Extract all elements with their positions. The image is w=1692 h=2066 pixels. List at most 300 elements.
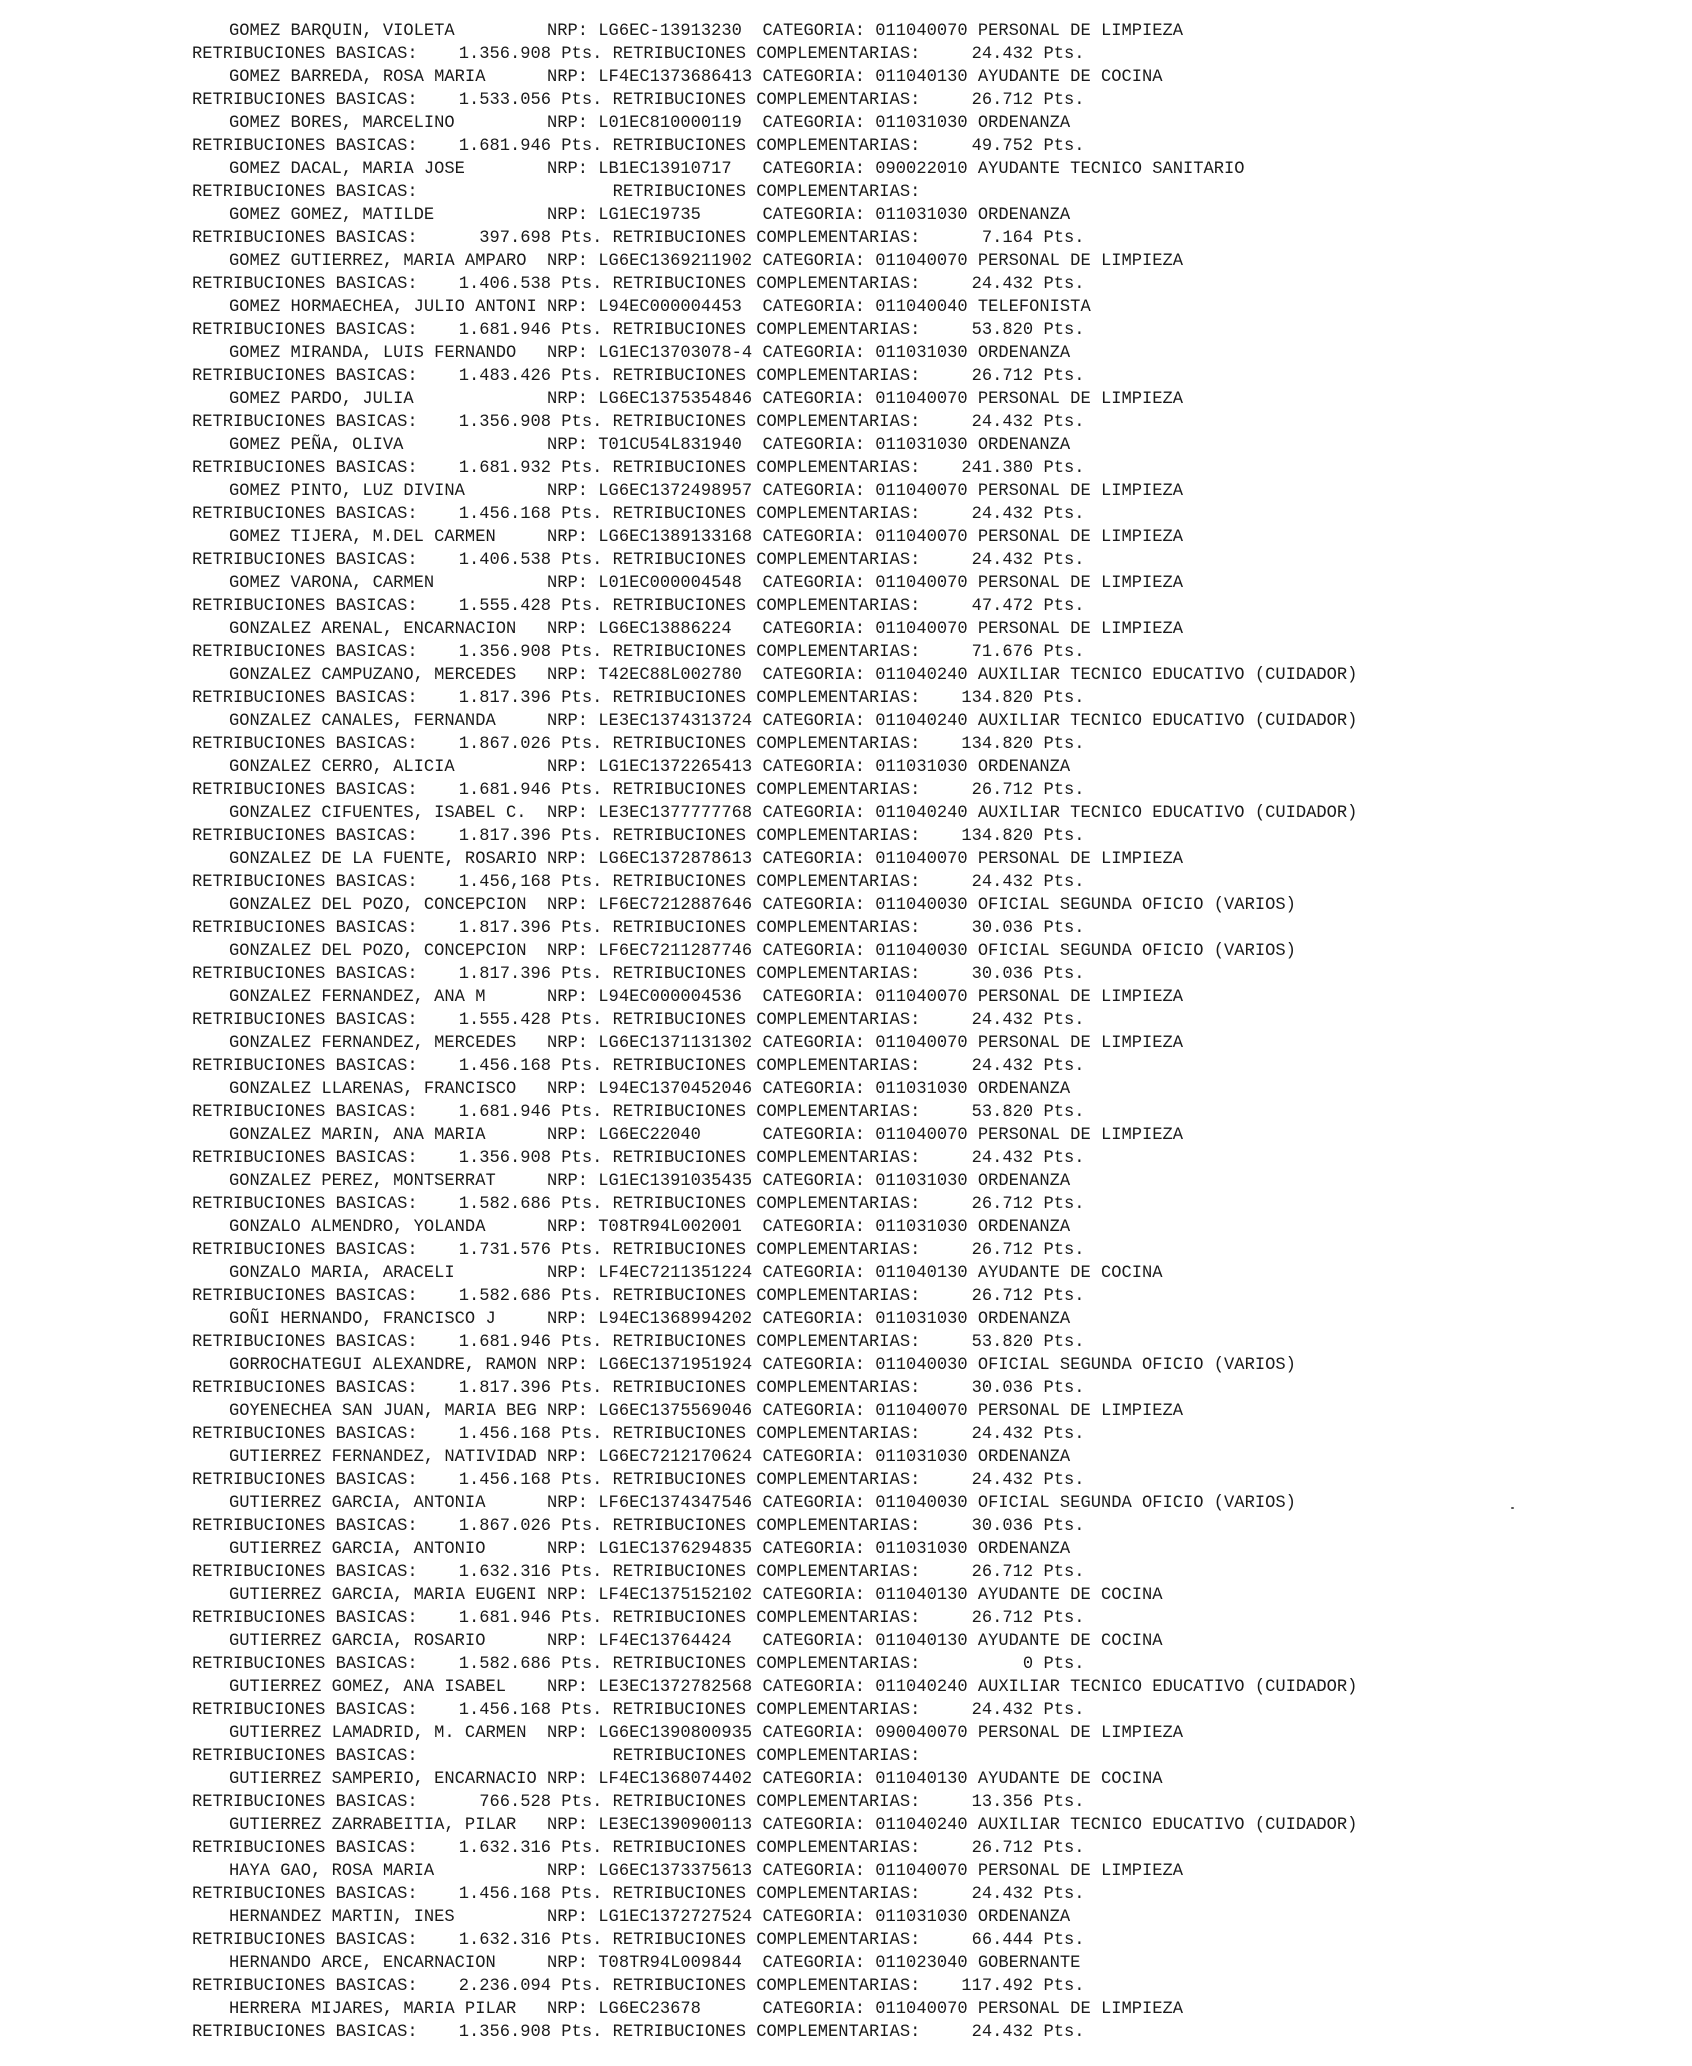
employee-record: [192, 1308, 1652, 1354]
complementarias-label: RETRIBUCIONES COMPLEMENTARIAS:: [612, 919, 921, 938]
employee-name: GOMEZ GUTIERREZ, MARIA AMPARO: [229, 252, 547, 271]
complementarias-label: RETRIBUCIONES COMPLEMENTARIAS:: [612, 1011, 921, 1030]
basicas-label: RETRIBUCIONES BASICAS:: [192, 1241, 418, 1260]
employee-name: GUTIERREZ ZARRABEITIA, PILAR: [229, 1816, 547, 1835]
employee-name: GONZALEZ PEREZ, MONTSERRAT: [229, 1172, 547, 1191]
nrp-label: NRP:: [547, 1172, 599, 1191]
categoria-value: 011040040 TELEFONISTA: [875, 298, 1091, 317]
record-header-line: [192, 1400, 1652, 1423]
nrp-value: L01EC000004548: [598, 574, 763, 593]
basicas-label: RETRIBUCIONES BASICAS:: [192, 1931, 418, 1950]
nrp-label: NRP:: [547, 1494, 599, 1513]
categoria-value: 011040030 OFICIAL SEGUNDA OFICIO (VARIOS): [875, 1494, 1296, 1513]
complementarias-value: 26.712 Pts.: [920, 1609, 1085, 1628]
employee-name: GOMEZ BARQUIN, VIOLETA: [229, 22, 547, 41]
categoria-label: CATEGORIA:: [762, 1218, 876, 1237]
nrp-value: LG1EC1372727524: [598, 1908, 763, 1927]
employee-record: [192, 986, 1652, 1032]
record-salary-line: [192, 1653, 1652, 1676]
basicas-label: RETRIBUCIONES BASICAS:: [192, 45, 418, 64]
categoria-label: CATEGORIA:: [762, 1908, 876, 1927]
record-salary-line: [192, 1745, 1652, 1768]
record-salary-line: [192, 319, 1652, 342]
record-salary-line: [192, 1055, 1652, 1078]
nrp-value: L94EC1368994202: [598, 1310, 763, 1329]
basicas-value: 1.456.168 Pts.: [417, 1701, 613, 1720]
complementarias-value: 26.712 Pts.: [920, 1241, 1085, 1260]
record-salary-line: [192, 2021, 1652, 2044]
employee-name: GOMEZ VARONA, CARMEN: [229, 574, 547, 593]
nrp-label: NRP:: [547, 1402, 599, 1421]
nrp-label: NRP:: [547, 1632, 599, 1651]
categoria-label: CATEGORIA:: [762, 1402, 876, 1421]
employee-name: GONZALEZ DEL POZO, CONCEPCION: [229, 942, 547, 961]
basicas-label: RETRIBUCIONES BASICAS:: [192, 367, 418, 386]
complementarias-value: 24.432 Pts.: [920, 1011, 1085, 1030]
complementarias-value: 24.432 Pts.: [920, 873, 1085, 892]
categoria-label: CATEGORIA:: [762, 1954, 876, 1973]
nrp-label: NRP:: [547, 160, 599, 179]
record-salary-line: [192, 1699, 1652, 1722]
employee-record: [192, 1998, 1652, 2044]
employee-record: [192, 1906, 1652, 1952]
categoria-value: 011031030 ORDENANZA: [875, 758, 1071, 777]
record-header-line: [192, 158, 1652, 181]
basicas-value: 1.555.428 Pts.: [417, 597, 613, 616]
complementarias-value: 134.820 Pts.: [920, 735, 1085, 754]
nrp-value: LG1EC1391035435: [598, 1172, 763, 1191]
categoria-label: CATEGORIA:: [762, 1586, 876, 1605]
nrp-label: NRP:: [547, 1310, 599, 1329]
complementarias-value: 24.432 Pts.: [920, 1885, 1085, 1904]
employee-record: [192, 1354, 1652, 1400]
categoria-label: CATEGORIA:: [762, 1862, 876, 1881]
nrp-value: T01CU54L831940: [598, 436, 763, 455]
record-salary-line: [192, 917, 1652, 940]
complementarias-value: 49.752 Pts.: [920, 137, 1085, 156]
employee-name: GONZALEZ CERRO, ALICIA: [229, 758, 547, 777]
record-header-line: [192, 1952, 1652, 1975]
record-header-line: [192, 848, 1652, 871]
categoria-label: CATEGORIA:: [762, 988, 876, 1007]
nrp-value: LF4EC13764424: [598, 1632, 763, 1651]
nrp-value: LF6EC7212887646: [598, 896, 763, 915]
basicas-value: 1.817.396 Pts.: [417, 689, 613, 708]
complementarias-label: RETRIBUCIONES COMPLEMENTARIAS:: [612, 1471, 921, 1490]
basicas-label: RETRIBUCIONES BASICAS:: [192, 1701, 418, 1720]
basicas-value: 1.867.026 Pts.: [417, 1517, 613, 1536]
basicas-value: 1.456.168 Pts.: [417, 1057, 613, 1076]
record-header-line: [192, 66, 1652, 89]
categoria-value: 011031030 ORDENANZA: [875, 1448, 1071, 1467]
categoria-value: 011040130 AYUDANTE DE COCINA: [875, 68, 1163, 87]
categoria-value: 011031030 ORDENANZA: [875, 344, 1071, 363]
categoria-label: CATEGORIA:: [762, 1264, 876, 1283]
basicas-label: RETRIBUCIONES BASICAS:: [192, 137, 418, 156]
nrp-value: LG6EC1371131302: [598, 1034, 763, 1053]
complementarias-label: RETRIBUCIONES COMPLEMENTARIAS:: [612, 689, 921, 708]
employee-name: GUTIERREZ GARCIA, ROSARIO: [229, 1632, 547, 1651]
basicas-value: 1.867.026 Pts.: [417, 735, 613, 754]
record-header-line: [192, 250, 1652, 273]
complementarias-label: RETRIBUCIONES COMPLEMENTARIAS:: [612, 1701, 921, 1720]
basicas-value: 1.817.396 Pts.: [417, 827, 613, 846]
complementarias-label: RETRIBUCIONES COMPLEMENTARIAS:: [612, 873, 921, 892]
employee-record: [192, 1952, 1652, 1998]
basicas-value: 1.681.946 Pts.: [417, 1333, 613, 1352]
employee-record: [192, 1446, 1652, 1492]
record-header-line: [192, 710, 1652, 733]
categoria-value: 011040070 PERSONAL DE LIMPIEZA: [875, 1034, 1184, 1053]
complementarias-value: 47.472 Pts.: [920, 597, 1085, 616]
record-salary-line: [192, 687, 1652, 710]
categoria-label: CATEGORIA:: [762, 620, 876, 639]
record-header-line: [192, 342, 1652, 365]
categoria-value: 011040130 AYUDANTE DE COCINA: [875, 1632, 1163, 1651]
categoria-label: CATEGORIA:: [762, 1172, 876, 1191]
nrp-label: NRP:: [547, 1678, 599, 1697]
employee-record: [192, 940, 1652, 986]
record-salary-line: [192, 227, 1652, 250]
employee-record: [192, 1078, 1652, 1124]
categoria-label: CATEGORIA:: [762, 298, 876, 317]
basicas-label: RETRIBUCIONES BASICAS:: [192, 321, 418, 340]
employee-record: [192, 1262, 1652, 1308]
nrp-value: LG6EC1390800935: [598, 1724, 763, 1743]
categoria-value: 011040070 PERSONAL DE LIMPIEZA: [875, 1126, 1184, 1145]
categoria-label: CATEGORIA:: [762, 344, 876, 363]
nrp-value: LF6EC1374347546: [598, 1494, 763, 1513]
nrp-value: LG1EC13703078-4: [598, 344, 763, 363]
categoria-value: 011040030 OFICIAL SEGUNDA OFICIO (VARIOS): [875, 942, 1296, 961]
categoria-label: CATEGORIA:: [762, 1540, 876, 1559]
basicas-label: RETRIBUCIONES BASICAS:: [192, 459, 418, 478]
basicas-value: 1.456.168 Pts.: [417, 1471, 613, 1490]
nrp-value: LG6EC13886224: [598, 620, 763, 639]
record-salary-line: [192, 733, 1652, 756]
basicas-value: 1.632.316 Pts.: [417, 1563, 613, 1582]
basicas-label: RETRIBUCIONES BASICAS:: [192, 413, 418, 432]
nrp-value: LG6EC7212170624: [598, 1448, 763, 1467]
employee-name: GOMEZ TIJERA, M.DEL CARMEN: [229, 528, 547, 547]
basicas-value: 1.356.908 Pts.: [417, 45, 613, 64]
record-header-line: [192, 1814, 1652, 1837]
record-header-line: [192, 1860, 1652, 1883]
complementarias-label: RETRIBUCIONES COMPLEMENTARIAS:: [612, 45, 921, 64]
categoria-value: 011040240 AUXILIAR TECNICO EDUCATIVO (CUIDADOR): [875, 666, 1358, 685]
record-header-line: [192, 1538, 1652, 1561]
record-header-line: [192, 204, 1652, 227]
employee-record: [192, 250, 1652, 296]
complementarias-value: 53.820 Pts.: [920, 1103, 1085, 1122]
employee-record: [192, 204, 1652, 250]
complementarias-label: RETRIBUCIONES COMPLEMENTARIAS:: [612, 275, 921, 294]
basicas-label: RETRIBUCIONES BASICAS:: [192, 1517, 418, 1536]
basicas-label: RETRIBUCIONES BASICAS:: [192, 1011, 418, 1030]
employee-record: [192, 66, 1652, 112]
categoria-label: CATEGORIA:: [762, 252, 876, 271]
basicas-label: RETRIBUCIONES BASICAS:: [192, 551, 418, 570]
record-header-line: [192, 1308, 1652, 1331]
complementarias-label: RETRIBUCIONES COMPLEMENTARIAS:: [612, 551, 921, 570]
nrp-label: NRP:: [547, 1264, 599, 1283]
basicas-value: 1.356.908 Pts.: [417, 643, 613, 662]
basicas-value: 1.632.316 Pts.: [417, 1839, 613, 1858]
basicas-value: 1.456,168 Pts.: [417, 873, 613, 892]
employee-name: GOMEZ PARDO, JULIA: [229, 390, 547, 409]
record-salary-line: [192, 1193, 1652, 1216]
complementarias-value: 24.432 Pts.: [920, 45, 1085, 64]
complementarias-label: RETRIBUCIONES COMPLEMENTARIAS:: [612, 413, 921, 432]
complementarias-value: 24.432 Pts.: [920, 413, 1085, 432]
categoria-label: CATEGORIA:: [762, 22, 876, 41]
complementarias-label: RETRIBUCIONES COMPLEMENTARIAS:: [612, 459, 921, 478]
record-header-line: [192, 940, 1652, 963]
basicas-label: RETRIBUCIONES BASICAS:: [192, 1655, 418, 1674]
nrp-label: NRP:: [547, 528, 599, 547]
categoria-label: CATEGORIA:: [762, 160, 876, 179]
complementarias-label: RETRIBUCIONES COMPLEMENTARIAS:: [612, 91, 921, 110]
record-header-line: [192, 296, 1652, 319]
nrp-label: NRP:: [547, 1126, 599, 1145]
nrp-label: NRP:: [547, 1218, 599, 1237]
nrp-value: L94EC1370452046: [598, 1080, 763, 1099]
complementarias-label: RETRIBUCIONES COMPLEMENTARIAS:: [612, 367, 921, 386]
record-header-line: [192, 894, 1652, 917]
categoria-value: 011031030 ORDENANZA: [875, 1908, 1071, 1927]
employee-record: [192, 20, 1652, 66]
complementarias-label: RETRIBUCIONES COMPLEMENTARIAS:: [612, 1931, 921, 1950]
nrp-label: NRP:: [547, 390, 599, 409]
basicas-label: RETRIBUCIONES BASICAS:: [192, 1425, 418, 1444]
complementarias-label: RETRIBUCIONES COMPLEMENTARIAS:: [612, 1747, 921, 1766]
basicas-value: 1.533.056 Pts.: [417, 91, 613, 110]
complementarias-label: RETRIBUCIONES COMPLEMENTARIAS:: [612, 1839, 921, 1858]
record-header-line: [192, 1998, 1652, 2021]
categoria-value: 011031030 ORDENANZA: [875, 1310, 1071, 1329]
complementarias-label: RETRIBUCIONES COMPLEMENTARIAS:: [612, 137, 921, 156]
complementarias-value: 30.036 Pts.: [920, 1517, 1085, 1536]
record-salary-line: [192, 1929, 1652, 1952]
nrp-value: LG1EC1372265413: [598, 758, 763, 777]
record-header-line: [192, 1768, 1652, 1791]
employee-record: [192, 480, 1652, 526]
basicas-label: RETRIBUCIONES BASICAS:: [192, 229, 418, 248]
basicas-value: 1.817.396 Pts.: [417, 919, 613, 938]
record-header-line: [192, 1722, 1652, 1745]
record-salary-line: [192, 1239, 1652, 1262]
record-salary-line: [192, 1791, 1652, 1814]
nrp-value: LF4EC1368074402: [598, 1770, 763, 1789]
categoria-label: CATEGORIA:: [762, 1310, 876, 1329]
nrp-value: T08TR94L002001: [598, 1218, 763, 1237]
record-salary-line: [192, 1837, 1652, 1860]
record-salary-line: [192, 779, 1652, 802]
complementarias-label: RETRIBUCIONES COMPLEMENTARIAS:: [612, 1057, 921, 1076]
basicas-label: RETRIBUCIONES BASICAS:: [192, 827, 418, 846]
categoria-value: 090040070 PERSONAL DE LIMPIEZA: [875, 1724, 1184, 1743]
nrp-label: NRP:: [547, 1862, 599, 1881]
categoria-label: CATEGORIA:: [762, 482, 876, 501]
nrp-label: NRP:: [547, 850, 599, 869]
employee-name: GONZALEZ CANALES, FERNANDA: [229, 712, 547, 731]
basicas-value: 1.456.168 Pts.: [417, 505, 613, 524]
record-salary-line: [192, 1009, 1652, 1032]
employee-record: [192, 296, 1652, 342]
employee-record: [192, 434, 1652, 480]
nrp-value: L01EC810000119: [598, 114, 763, 133]
categoria-value: 011040070 PERSONAL DE LIMPIEZA: [875, 390, 1184, 409]
basicas-value: 1.582.686 Pts.: [417, 1287, 613, 1306]
complementarias-value: 71.676 Pts.: [920, 643, 1085, 662]
categoria-label: CATEGORIA:: [762, 1034, 876, 1053]
record-header-line: [192, 526, 1652, 549]
employee-name: GONZALEZ LLARENAS, FRANCISCO: [229, 1080, 547, 1099]
basicas-label: RETRIBUCIONES BASICAS:: [192, 965, 418, 984]
employee-name: HAYA GAO, ROSA MARIA: [229, 1862, 547, 1881]
basicas-label: RETRIBUCIONES BASICAS:: [192, 1149, 418, 1168]
basicas-label: RETRIBUCIONES BASICAS:: [192, 1379, 418, 1398]
categoria-label: CATEGORIA:: [762, 1494, 876, 1513]
basicas-value: 1.356.908 Pts.: [417, 1149, 613, 1168]
basicas-label: RETRIBUCIONES BASICAS:: [192, 275, 418, 294]
categoria-value: 011040070 PERSONAL DE LIMPIEZA: [875, 574, 1184, 593]
basicas-value: 1.582.686 Pts.: [417, 1655, 613, 1674]
record-salary-line: [192, 641, 1652, 664]
record-header-line: [192, 20, 1652, 43]
nrp-value: LG6EC1372878613: [598, 850, 763, 869]
nrp-value: LE3EC1390900113: [598, 1816, 763, 1835]
categoria-value: 011040240 AUXILIAR TECNICO EDUCATIVO (CUIDADOR): [875, 712, 1358, 731]
employee-record: [192, 802, 1652, 848]
record-header-line: [192, 1078, 1652, 1101]
employee-name: GONZALO ALMENDRO, YOLANDA: [229, 1218, 547, 1237]
employee-record: [192, 112, 1652, 158]
categoria-value: 011031030 ORDENANZA: [875, 114, 1071, 133]
employee-record: [192, 618, 1652, 664]
employee-name: GOMEZ PINTO, LUZ DIVINA: [229, 482, 547, 501]
nrp-value: LG1EC19735: [598, 206, 763, 225]
basicas-value: 1.817.396 Pts.: [417, 965, 613, 984]
complementarias-label: RETRIBUCIONES COMPLEMENTARIAS:: [612, 965, 921, 984]
nrp-value: LE3EC1372782568: [598, 1678, 763, 1697]
complementarias-value: 134.820 Pts.: [920, 827, 1085, 846]
categoria-label: CATEGORIA:: [762, 712, 876, 731]
nrp-value: LG6EC1373375613: [598, 1862, 763, 1881]
employee-record: [192, 1768, 1652, 1814]
nrp-value: LF4EC1375152102: [598, 1586, 763, 1605]
basicas-value: 1.356.908 Pts.: [417, 413, 613, 432]
record-salary-line: [192, 595, 1652, 618]
basicas-value: 1.456.168 Pts.: [417, 1425, 613, 1444]
categoria-label: CATEGORIA:: [762, 896, 876, 915]
complementarias-value: 26.712 Pts.: [920, 1195, 1085, 1214]
record-salary-line: [192, 1469, 1652, 1492]
record-salary-line: [192, 1377, 1652, 1400]
nrp-value: T42EC88L002780: [598, 666, 763, 685]
categoria-value: 011040030 OFICIAL SEGUNDA OFICIO (VARIOS): [875, 1356, 1296, 1375]
nrp-value: LE3EC1377777768: [598, 804, 763, 823]
employee-name: GONZALEZ ARENAL, ENCARNACION: [229, 620, 547, 639]
categoria-value: 011040130 AYUDANTE DE COCINA: [875, 1264, 1163, 1283]
record-header-line: [192, 618, 1652, 641]
record-header-line: [192, 1262, 1652, 1285]
nrp-value: T08TR94L009844: [598, 1954, 763, 1973]
basicas-value: [418, 1747, 613, 1766]
complementarias-value: 24.432 Pts.: [920, 275, 1085, 294]
basicas-value: 1.406.538 Pts.: [417, 551, 613, 570]
record-salary-line: [192, 1561, 1652, 1584]
employee-name: GONZALEZ MARIN, ANA MARIA: [229, 1126, 547, 1145]
nrp-label: NRP:: [547, 252, 599, 271]
employee-record: [192, 526, 1652, 572]
categoria-value: 011040240 AUXILIAR TECNICO EDUCATIVO (CUIDADOR): [875, 1816, 1358, 1835]
record-salary-line: [192, 825, 1652, 848]
employee-record: [192, 342, 1652, 388]
nrp-label: NRP:: [547, 712, 599, 731]
categoria-value: 011040070 PERSONAL DE LIMPIEZA: [875, 1862, 1184, 1881]
record-header-line: [192, 1584, 1652, 1607]
basicas-value: 397.698 Pts.: [417, 229, 613, 248]
complementarias-label: RETRIBUCIONES COMPLEMENTARIAS:: [612, 1287, 921, 1306]
record-salary-line: [192, 1883, 1652, 1906]
basicas-value: 1.632.316 Pts.: [417, 1931, 613, 1950]
nrp-label: NRP:: [547, 68, 599, 87]
record-header-line: [192, 1032, 1652, 1055]
employee-name: GONZALEZ FERNANDEZ, MERCEDES: [229, 1034, 547, 1053]
complementarias-label: RETRIBUCIONES COMPLEMENTARIAS:: [612, 1609, 921, 1628]
record-salary-line: [192, 1331, 1652, 1354]
employee-record: [192, 894, 1652, 940]
complementarias-label: RETRIBUCIONES COMPLEMENTARIAS:: [612, 781, 921, 800]
complementarias-value: 53.820 Pts.: [920, 321, 1085, 340]
record-header-line: [192, 1906, 1652, 1929]
nrp-label: NRP:: [547, 988, 599, 1007]
employee-name: GONZALEZ CAMPUZANO, MERCEDES: [229, 666, 547, 685]
categoria-value: 011040070 PERSONAL DE LIMPIEZA: [875, 482, 1184, 501]
nrp-value: LG6EC1369211902: [598, 252, 763, 271]
employee-record: [192, 158, 1652, 204]
employee-record: [192, 1170, 1652, 1216]
record-salary-line: [192, 135, 1652, 158]
complementarias-value: 134.820 Pts.: [920, 689, 1085, 708]
employee-record: [192, 1722, 1652, 1768]
categoria-label: CATEGORIA:: [762, 1080, 876, 1099]
employee-name: GONZALEZ DE LA FUENTE, ROSARIO: [229, 850, 547, 869]
employee-name: HERNANDEZ MARTIN, INES: [229, 1908, 547, 1927]
categoria-label: CATEGORIA:: [762, 68, 876, 87]
employee-record: [192, 710, 1652, 756]
basicas-label: RETRIBUCIONES BASICAS:: [192, 1839, 418, 1858]
nrp-value: LG1EC1376294835: [598, 1540, 763, 1559]
record-salary-line: [192, 1147, 1652, 1170]
basicas-value: 1.681.932 Pts.: [417, 459, 613, 478]
complementarias-label: RETRIBUCIONES COMPLEMENTARIAS:: [612, 597, 921, 616]
categoria-value: 090022010 AYUDANTE TECNICO SANITARIO: [875, 160, 1245, 179]
employee-name: GONZALEZ DEL POZO, CONCEPCION: [229, 896, 547, 915]
nrp-label: NRP:: [547, 1724, 599, 1743]
employee-record: [192, 664, 1652, 710]
record-salary-line: [192, 503, 1652, 526]
record-header-line: [192, 388, 1652, 411]
nrp-value: LG6EC1375354846: [598, 390, 763, 409]
nrp-label: NRP:: [547, 942, 599, 961]
employee-name: GUTIERREZ FERNANDEZ, NATIVIDAD: [229, 1448, 547, 1467]
nrp-value: LG6EC1372498957: [598, 482, 763, 501]
complementarias-value: 24.432 Pts.: [920, 2023, 1085, 2042]
employee-record: [192, 1216, 1652, 1262]
nrp-label: NRP:: [547, 1540, 599, 1559]
